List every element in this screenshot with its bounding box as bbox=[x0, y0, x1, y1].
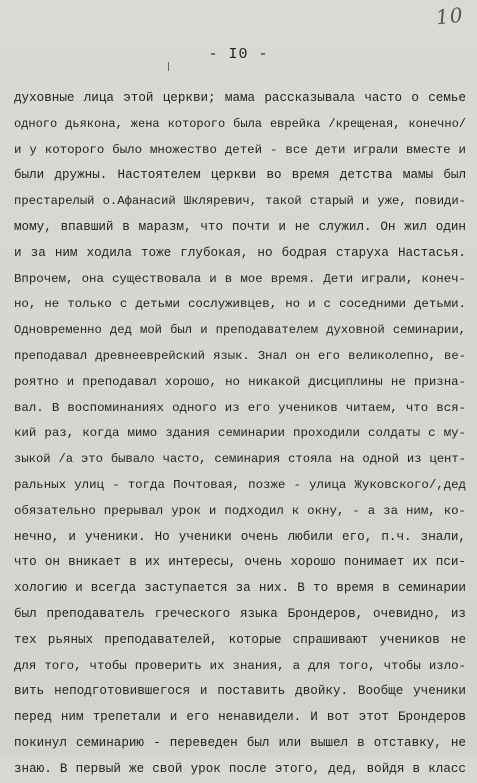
text-line: был преподаватель греческого языка Брондеров, очевидно, из bbox=[14, 606, 466, 621]
text-line: вал. В воспоминаниях одного из его учеников читаем, что вся- bbox=[14, 400, 466, 415]
text-line: хологию и всегда заступается за них. В то время в семинарии bbox=[14, 581, 466, 596]
text-line: покинул семинарию - переведен был или вышел в отставку, не bbox=[14, 735, 466, 750]
page-number: - I0 - bbox=[208, 46, 269, 63]
text-line: для того, чтобы проверить их знания, а для того, чтобы изло- bbox=[14, 658, 466, 673]
text-line: знаю. В первый же свой урок после этого, дед, войдя в класс bbox=[14, 761, 466, 776]
text-line: перед ним трепетали и его ненавидели. И вот этот Брондеров bbox=[14, 710, 466, 725]
text-line: зыкой /а это бывало часто, семинария стояла на одной из цент- bbox=[14, 452, 466, 467]
text-line: духовные лица этой церкви; мама рассказывала часто о семье bbox=[14, 91, 466, 105]
handwritten-page-number: 10 bbox=[434, 2, 465, 30]
text-line: преподавал древнееврейский язык. Знал он его великолепно, ве- bbox=[14, 348, 466, 363]
text-line: одного дьякона, жена которого была еврейка /крещеная, конечно/ bbox=[14, 116, 466, 131]
text-line: и за ним ходила тоже глубокая, но бодрая старуха Настасья. bbox=[14, 245, 466, 260]
pen-mark bbox=[168, 62, 169, 71]
text-line: Одновременно дед мой был и преподавателем духовной семинарии, bbox=[14, 323, 466, 338]
text-line: Впрочем, она существовала и в мое время. Дети играли, конеч- bbox=[14, 271, 466, 286]
text-line: были дружны. Настоятелем церкви во время детства мамы был bbox=[14, 168, 466, 183]
text-line: кий раз, когда мимо здания семинарии проходили солдаты с му- bbox=[14, 426, 466, 441]
text-line: вить неподготовившегося и поставить двойку. Вообще ученики bbox=[14, 684, 466, 699]
text-line: обязательно прерывал урок и подходил к окну, - а за ним, ко- bbox=[14, 503, 466, 518]
text-line: ральных улиц - тогда Почтовая, позже - улица Жуковского/,дед bbox=[14, 477, 466, 492]
text-line: и у которого было множество детей - все дети играли вместе и bbox=[14, 142, 466, 157]
text-line: роятно и преподавал хорошо, но никакой дисциплины не призна- bbox=[14, 374, 466, 389]
text-line: тех рьяных преподавателей, которые спрашивают учеников не bbox=[14, 632, 466, 647]
text-line: нечно, и ученики. Но ученики очень любили его, п.ч. знали, bbox=[14, 529, 466, 544]
body-text bbox=[14, 86, 466, 783]
text-line: но, не только с детьми сослуживцев, но и с соседними детьми. bbox=[14, 297, 466, 312]
text-line: мому, впавший в маразм, что почти и не служил. Он жил один bbox=[14, 219, 466, 234]
text-line: престарелый о.Афанасий Шкляревич, такой старый и уже, повиди- bbox=[14, 194, 466, 209]
text-line: что он вникает в их интересы, очень хорошо понимает их пси- bbox=[14, 555, 466, 570]
